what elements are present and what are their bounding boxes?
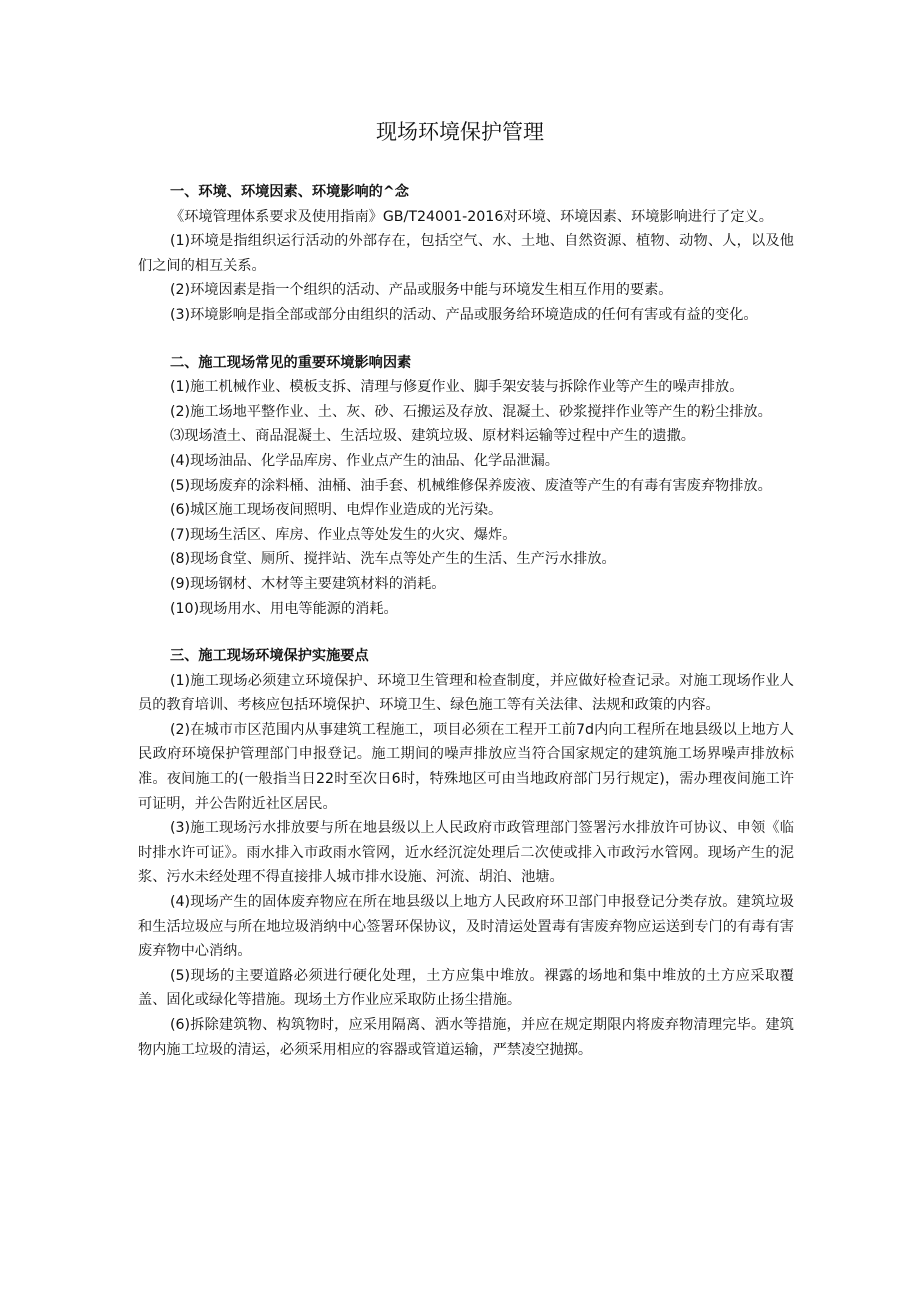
section-heading: 一、环境、环境因素、环境影响的^念 [170,184,409,200]
paragraph: (7)现场生活区、库房、作业点等处发生的火灾、爆炸。 [170,526,517,543]
page-title: 现场环境保护管理 [376,120,544,144]
paragraph: 《环境管理体系要求及使用指南》GB/T24001-2016对环境、环境因素、环境影响进行了定义。 [170,208,773,225]
paragraph: (10)现场用水、用电等能源的消耗。 [170,600,398,617]
document-body [138,180,794,1062]
paragraph: (5)现场废弃的涂料桶、油桶、油手套、机械维修保养废液、废渣等产生的有毒有害废弃物排放。 [170,477,772,494]
section-3 [138,644,794,1062]
paragraph: (1)施工现场必须建立环境保护、环境卫生管理和检查制度，并应做好检查记录。对施工现场作业人员的教育培训、考核应包括环境保护、环境卫生、绿色施工等有关法律、法规和政策的内容。 [138,672,794,714]
paragraph: (2)在城市市区范围内从事建筑工程施工，项目必须在工程开工前7d内向工程所在地县级以上地方人民政府环境保护管理部门申报登记。施工期间的噪声排放应当符合国家规定的建筑施工场界噪声排放标准。夜间施工的(一般指当日22时至次日6时，特殊地区可由当地政府部门另行规定)，需办理夜间施工许可证明，并公告附近社区居民。 [138,721,794,812]
section-2 [138,351,794,622]
section-spacer [138,328,794,351]
section-heading: 三、施工现场环境保护实施要点 [170,648,369,665]
paragraph: (1)施工机械作业、模板支拆、清理与修夏作业、脚手架安装与拆除作业等产生的噪声排放。 [170,379,744,396]
section-spacer [138,621,794,644]
paragraph: (1)环境是指组织运行活动的外部存在，包括空气、水、土地、自然资源、植物、动物、人，以及他们之间的相互关系。 [138,233,794,274]
paragraph: ⑶现场渣土、商品混凝土、生活垃圾、建筑垃圾、原材料运输等过程中产生的遗撒。 [170,428,695,445]
paragraph: (6)拆除建筑物、构筑物时，应采用隔离、洒水等措施，并应在规定期限内将废弃物清理完毕。建筑物内施工垃圾的清运，必须采用相应的容器或管道运输，严禁凌空抛掷。 [138,1017,794,1058]
paragraph: (3)施工现场污水排放要与所在地县级以上人民政府市政管理部门签署污水排放许可协议、申领《临时排水许可证》。雨水排入市政雨水管网，近水经沉淀处理后二次使或排入市政污水管网。现场产生的泥浆、污水未经处理不得直接排人城市排水设施、河流、胡泊、池塘。 [138,820,794,886]
paragraph: (4)现场产生的固体废弃物应在所在地县级以上地方人民政府环卫部门申报登记分类存放。建筑垃圾和生活垃圾应与所在地垃圾消纳中心签署环保协议，及时清运处置毒有害废弃物应运送到专门的有毒有害废弃物中心消纳。 [138,894,794,960]
paragraph: (8)现场食堂、厕所、搅拌站、洗车点等处产生的生活、生产污水排放。 [170,551,616,568]
paragraph: (9)现场钢材、木材等主要建筑材料的消耗。 [170,575,446,592]
paragraph: (2)环境因素是指一个组织的活动、产品或服务中能与环境发生相互作用的要素。 [170,282,673,299]
paragraph: (3)环境影响是指全部或部分由组织的活动、产品或服务给环境造成的任何有害或有益的变化。 [170,306,758,323]
paragraph: (4)现场油品、化学品库房、作业点产生的油品、化学品泄漏。 [170,452,559,469]
section-heading: 二、施工现场常见的重要环境影响因素 [170,354,412,371]
section-1 [138,180,794,328]
paragraph: (5)现场的主要道路必须进行硬化处理，土方应集中堆放。裸露的场地和集中堆放的土方应采取覆盖、固化或绿化等措施。现场土方作业应采取防止扬尘措施。 [138,967,794,1009]
paragraph: (2)施工场地平整作业、土、灰、砂、石搬运及存放、混凝土、砂浆搅拌作业等产生的粉尘排放。 [170,403,772,420]
paragraph: (6)城区施工现场夜间照明、电焊作业造成的光污染。 [170,502,503,519]
